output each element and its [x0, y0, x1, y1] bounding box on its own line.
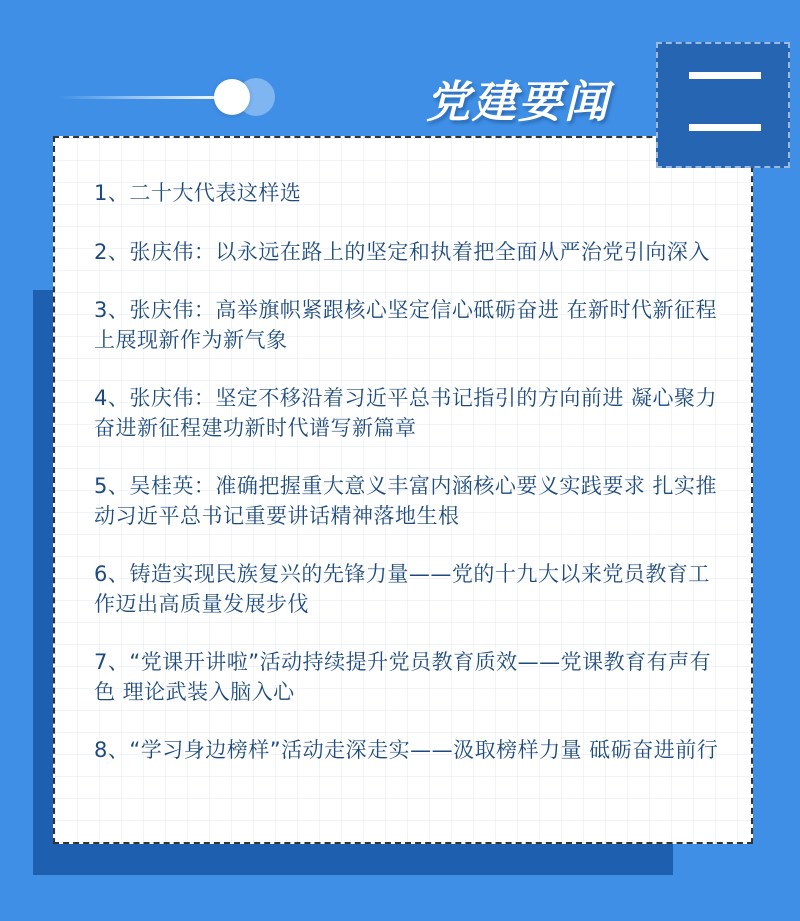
news-item-text: 吴桂英：准确把握重大意义丰富内涵核心要义实践要求 扎实推动习近平总书记重要讲话精神落地生根	[94, 474, 718, 528]
page-title: 党建要闻	[426, 77, 610, 128]
news-item[interactable]	[94, 178, 726, 208]
news-item-text: 二十大代表这样选	[129, 181, 302, 205]
news-item-text: 张庆伟：坚定不移沿着习近平总书记指引的方向前进 凝心聚力奋进新征程建功新时代谱写新篇章	[94, 386, 718, 440]
news-item[interactable]	[94, 647, 726, 707]
news-item[interactable]	[94, 735, 726, 765]
news-item[interactable]	[94, 383, 726, 443]
news-item-index: 5、	[94, 474, 130, 498]
header-decor-line	[58, 96, 228, 99]
header-decor-dot	[214, 79, 250, 115]
news-item-index: 3、	[94, 298, 130, 322]
news-item-text: 张庆伟：以永远在路上的坚定和执着把全面从严治党引向深入	[129, 240, 710, 264]
news-item-index: 1、	[94, 181, 130, 205]
news-item[interactable]	[94, 471, 726, 531]
news-item[interactable]	[94, 295, 726, 355]
news-item-index: 2、	[94, 240, 130, 264]
section-number-badge	[656, 42, 790, 168]
news-item-text: “党课开讲啦”活动持续提升党员教育质效——党课教育有声有色 理论武装入脑入心	[94, 650, 712, 704]
news-list	[94, 178, 726, 793]
news-item-text: “学习身边榜样”活动走深走实——汲取榜样力量 砥砺奋进前行	[129, 738, 719, 762]
news-item-index: 4、	[94, 386, 130, 410]
news-item[interactable]	[94, 559, 726, 619]
section-number-stroke-bottom	[689, 124, 761, 131]
news-item-text: 铸造实现民族复兴的先锋力量——党的十九大以来党员教育工作迈出高质量发展步伐	[94, 562, 710, 616]
news-item-text: 张庆伟：高举旗帜紧跟核心坚定信心砥砺奋进 在新时代新征程上展现新作为新气象	[94, 298, 718, 352]
news-item-index: 6、	[94, 562, 130, 586]
news-item[interactable]	[94, 237, 726, 267]
news-item-index: 8、	[94, 738, 130, 762]
section-number-stroke-top	[689, 72, 761, 79]
news-item-index: 7、	[94, 650, 130, 674]
